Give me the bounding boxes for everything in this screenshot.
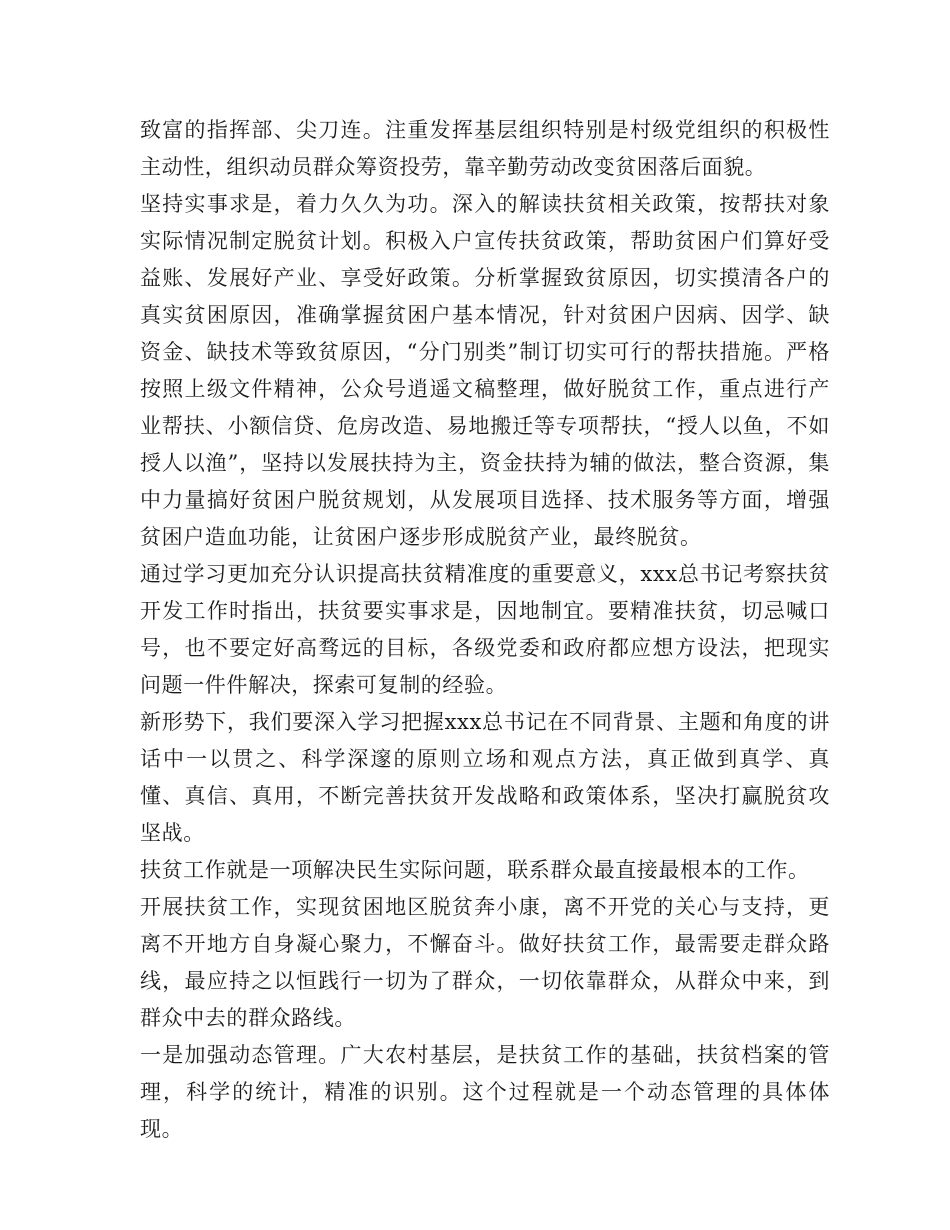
paragraph-3: 通过学习更加充分认识提高扶贫精准度的重要意义，xxx总书记考察扶贫开发工作时指出，扶贫要实事求是，因地制宜。要精准扶贫，切忌喊口号，也不要定好高骛远的目标，各级党委和政府都应想方设法，把现实问题一件件解决，探索可复制的经验。 [140, 562, 830, 697]
paragraph-5: 扶贫工作就是一项解决民生实际问题，联系群众最直接最根本的工作。 [140, 858, 810, 882]
paragraph-6: 开展扶贫工作，实现贫困地区脱贫奔小康，离不开党的关心与支持，更离不开地方自身凝心聚力，不懈奋斗。做好扶贫工作，最需要走群众路线，最应持之以恒践行一切为了群众，一切依靠群众，从群众中来，到群众中去的群众路线。 [140, 895, 830, 1030]
paragraph-7: 一是加强动态管理。广大农村基层，是扶贫工作的基础，扶贫档案的管理，科学的统计，精准的识别。这个过程就是一个动态管理的具体体现。 [140, 1043, 830, 1141]
paragraph-4: 新形势下，我们要深入学习把握xxx总书记在不同背景、主题和角度的讲话中一以贯之、科学深邃的原则立场和观点方法，真正做到真学、真懂、真信、真用，不断完善扶贫开发战略和政策体系，坚决打赢脱贫攻坚战。 [140, 710, 830, 845]
paragraph-1: 致富的指挥部、尖刀连。注重发挥基层组织特别是村级党组织的积极性主动性，组织动员群众筹资投劳，靠辛勤劳动改变贫困落后面貌。 [140, 118, 830, 179]
document-body [140, 112, 830, 1148]
paragraph-2: 坚持实事求是，着力久久为功。深入的解读扶贫相关政策，按帮扶对象实际情况制定脱贫计划。积极入户宣传扶贫政策，帮助贫困户们算好受益账、发展好产业、享受好政策。分析掌握致贫原因，切实摸清各户的真实贫困原因，准确掌握贫困户基本情况，针对贫困户因病、因学、缺资金、缺技术等致贫原因，“分门别类”制订切实可行的帮扶措施。严格按照上级文件精神，公众号逍遥文稿整理，做好脱贫工作，重点进行产业帮扶、小额信贷、危房改造、易地搬迁等专项帮扶，“授人以鱼，不如授人以渔”，坚持以发展扶持为主，资金扶持为辅的做法，整合资源，集中力量搞好贫困户脱贫规划，从发展项目选择、技术服务等方面，增强贫困户造血功能，让贫困户逐步形成脱贫产业，最终脱贫。 [140, 192, 830, 549]
